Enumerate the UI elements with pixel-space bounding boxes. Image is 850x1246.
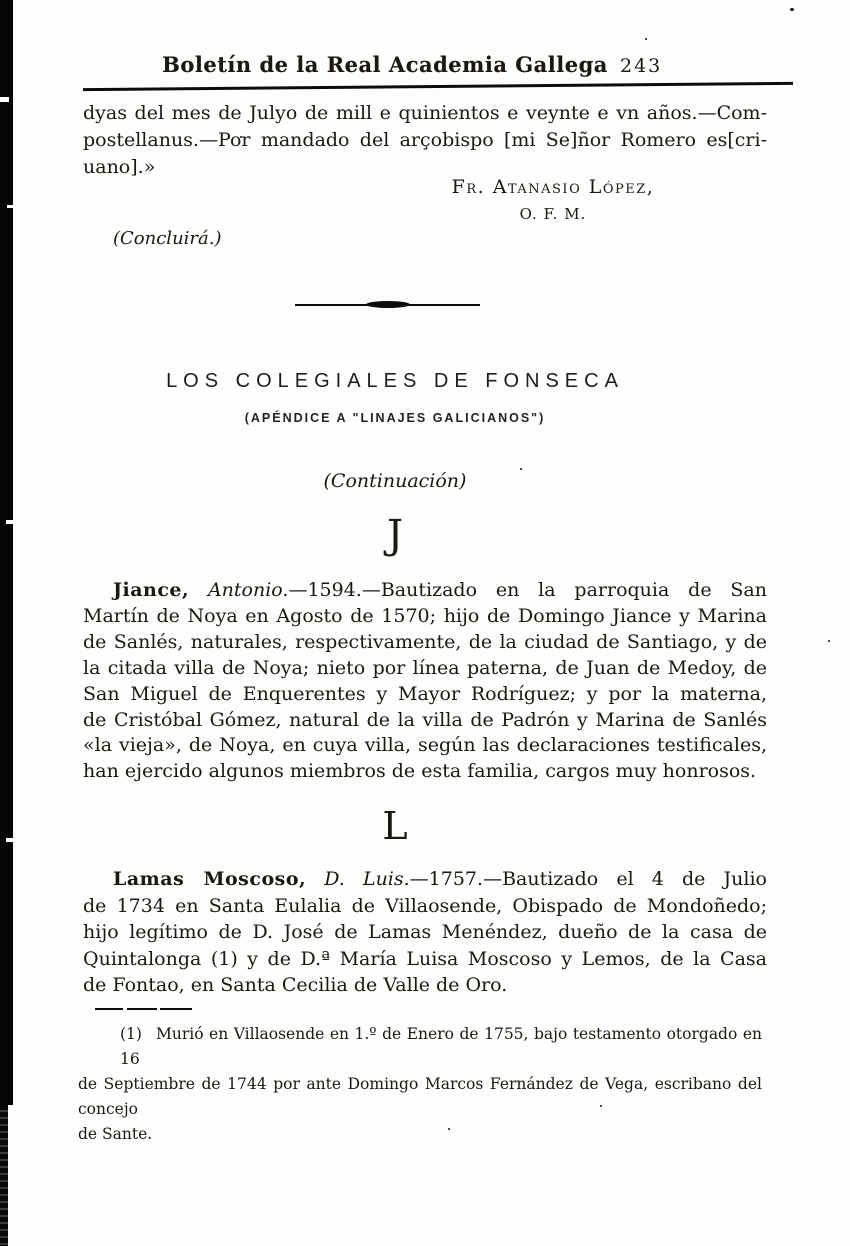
page-number: 243 (620, 55, 663, 77)
closing-paragraph (83, 100, 767, 181)
journal-title: Boletín de la Real Academia Gallega (162, 52, 608, 77)
text-line: de Fontao, en Santa Cecilia de Valle de Oro. (83, 974, 508, 997)
section-letter-j: J (386, 512, 404, 558)
footnote-line: de Septiembre de 1744 por ante Domingo Marcos Fernández de Vega, escribano del concejo (78, 1075, 762, 1118)
text-line: uano].» (83, 156, 156, 178)
scan-edge-gap (0, 97, 9, 102)
entry-paragraph-lamas (83, 866, 767, 999)
text-line: hijo legítimo de D. José de Lamas Menéndez, dueño de la casa de (83, 921, 767, 944)
author-signature: Fr. Atanasio López, (451, 176, 655, 198)
entry-forename: Antonio. (207, 579, 289, 601)
scan-edge-gap (7, 205, 13, 208)
entry-paragraph-jiance (83, 578, 767, 785)
text-line: han ejercido algunos miembros de esta familia, cargos muy honrosos. (83, 760, 757, 783)
text-line: de Sanlés, naturales, respectivamente, de la ciudad de Santiago, y de (83, 630, 767, 653)
text-line: Quintalonga (1) y de D.ª María Luisa Moscoso y Lemos, de la Casa (83, 947, 767, 970)
text-line (83, 578, 767, 604)
text-line: «la vieja», de Noya, en cuya villa, según las declaraciones testificales, (83, 734, 767, 757)
footnote-line: de Sante. (78, 1125, 153, 1143)
text-line (83, 866, 767, 893)
scan-edge-bar-bottom (0, 1105, 8, 1246)
ink-speck (645, 38, 647, 40)
text-line: de Cristóbal Gómez, natural de la villa de Padrón y Marina de Sanlés (83, 708, 767, 731)
section-letter-l: L (382, 804, 408, 848)
entry-forename: D. Luis. (324, 868, 410, 890)
to-be-concluded-note: (Concluirá.) (113, 228, 222, 249)
text-line: dyas del mes de Julyo de mill e quinientos e veynte e vn años.—Com- (83, 102, 767, 124)
text-line: postellanus.—Por mandado del arçobispo [mi Se]ñor Romero es[cri- (83, 129, 767, 151)
entry-surname: Jiance, (113, 579, 190, 601)
section-divider (295, 300, 480, 309)
footnote (78, 1022, 762, 1147)
footnote-marker: (1) (120, 1025, 142, 1043)
footnote-text: Murió en Villaosende en 1.º de Enero de 1755, bajo testamento otorgado en 16 (120, 1025, 762, 1068)
author-order: O. F. M. (519, 205, 587, 223)
article-subtitle: (APÉNDICE A "LINAJES GALICIANOS") (244, 411, 546, 425)
text-line: la citada villa de Noya; nieto por línea paterna, de Juan de Medoy, de (83, 656, 767, 679)
entry-surname: Lamas Moscoso, (113, 868, 307, 890)
divider-lens-ornament (366, 301, 410, 308)
header-rule (83, 82, 793, 91)
continuation-note: (Continuación) (323, 470, 467, 492)
article-title: LOS COLEGIALES DE FONSECA (166, 370, 624, 392)
ink-speck (828, 640, 830, 642)
text-line: San Miguel de Enquerentes y Mayor Rodríguez; y por la materna, (83, 682, 767, 705)
footnote-separator (95, 1008, 192, 1010)
ink-speck (790, 8, 794, 11)
footnote-line (78, 1022, 762, 1072)
entry-text: —1594.—Bautizado en la parroquia de San (288, 579, 767, 601)
text-line: Martín de Noya en Agosto de 1570; hijo de Domingo Jiance y Marina (83, 604, 767, 627)
text-line: de 1734 en Santa Eulalia de Villaosende, Obispado de Mondoñedo; (83, 894, 767, 917)
entry-text: —1757.—Bautizado el 4 de Julio (409, 868, 767, 890)
